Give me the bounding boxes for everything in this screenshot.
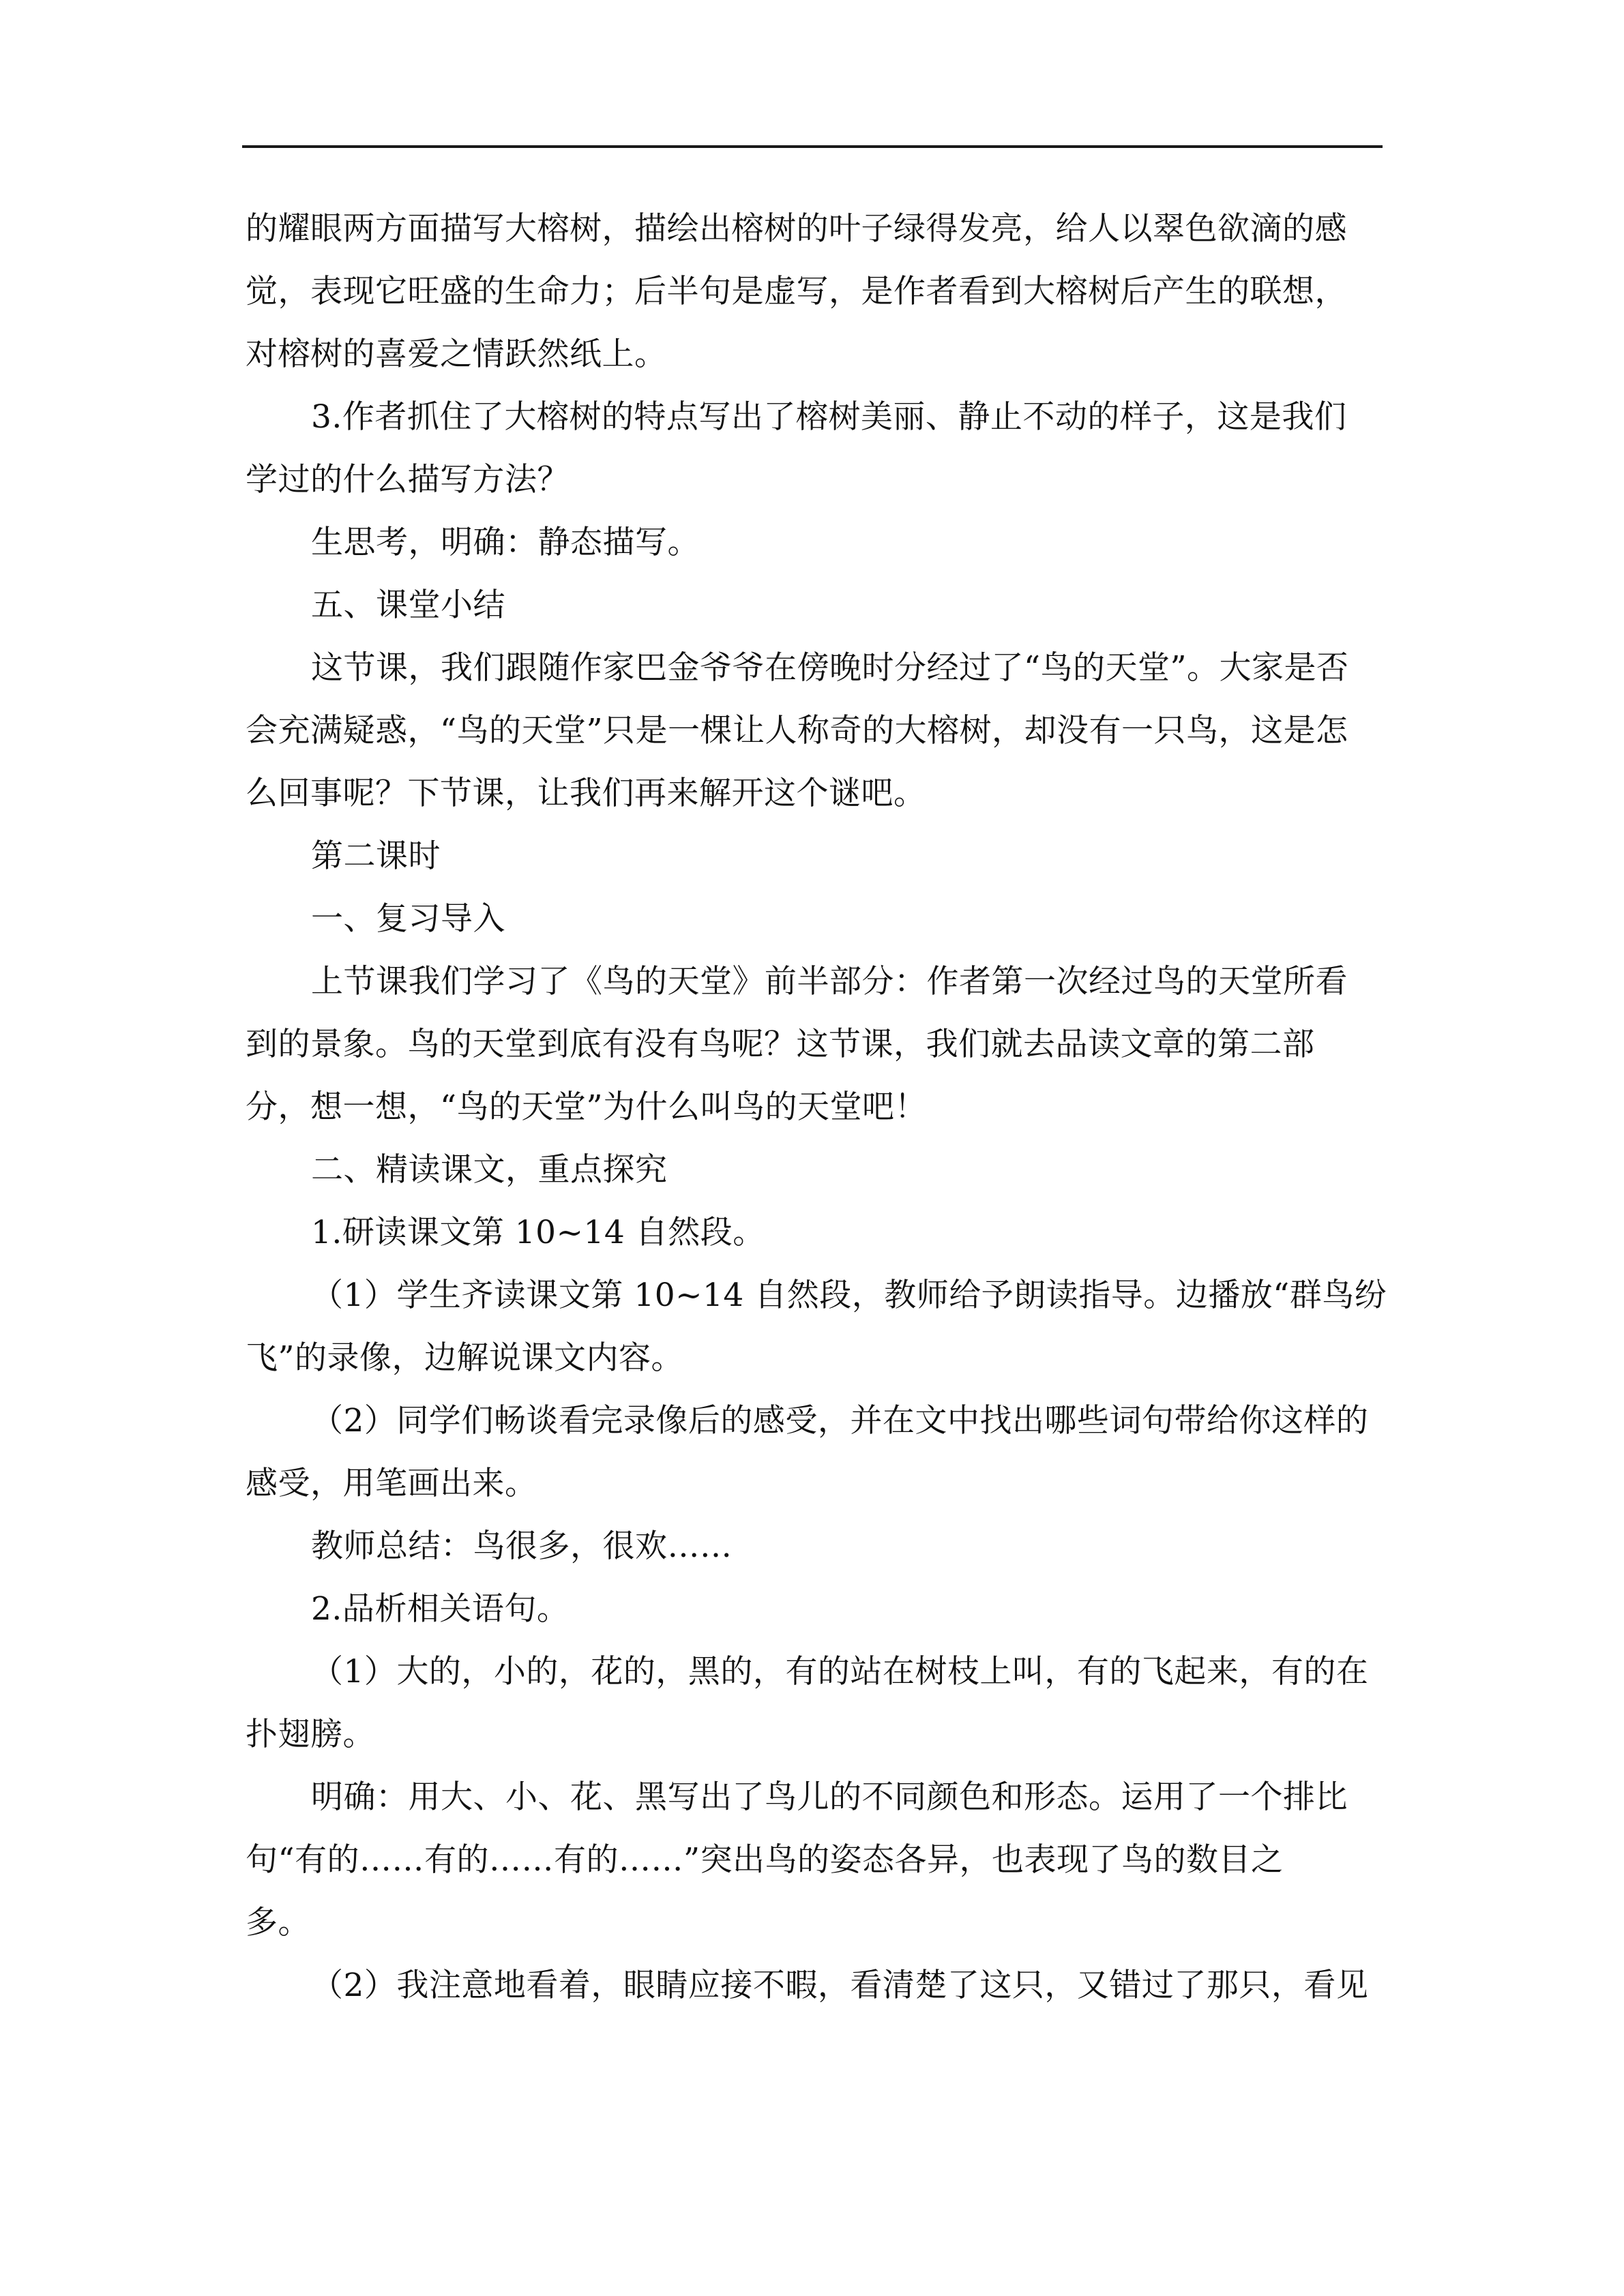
text-line: 会充满疑惑，“鸟的天堂”只是一棵让人称奇的大榕树，却没有一只鸟，这是怎 bbox=[246, 712, 1348, 749]
text-line: （2）同学们畅谈看完录像后的感受，并在文中找出哪些词句带给你这样的 bbox=[311, 1402, 1369, 1440]
text-line: 觉，表现它旺盛的生命力；后半句是虚写，是作者看到大榕树后产生的联想， bbox=[246, 273, 1347, 310]
text-line: 这节课，我们跟随作家巴金爷爷在傍晚时分经过了“鸟的天堂”。大家是否 bbox=[311, 649, 1349, 687]
text-line: 学过的什么描写方法？ bbox=[246, 461, 570, 498]
text-line: 到的景象。鸟的天堂到底有没有鸟呢？这节课，我们就去品读文章的第二部 bbox=[246, 1026, 1315, 1063]
lesson-heading: 第二课时 bbox=[311, 837, 441, 875]
text-line: 2.品析相关语句。 bbox=[311, 1590, 570, 1628]
text-line: 对榕树的喜爱之情跃然纸上。 bbox=[246, 336, 667, 373]
text-line: 1.研读课文第 10~14 自然段。 bbox=[311, 1214, 765, 1251]
text-line: 教师总结：鸟很多，很欢…… bbox=[311, 1527, 733, 1565]
text-line: 句“有的……有的……有的……”突出鸟的姿态各异，也表现了鸟的数目之 bbox=[246, 1841, 1284, 1879]
document-body bbox=[246, 198, 1385, 2017]
text-line: 飞”的录像，边解说课文内容。 bbox=[246, 1339, 684, 1377]
text-line: 3.作者抓住了大榕树的特点写出了榕树美丽、静止不动的样子，这是我们 bbox=[311, 398, 1347, 436]
section-heading: 二、精读课文，重点探究 bbox=[311, 1151, 668, 1189]
text-line: 生思考，明确：静态描写。 bbox=[311, 524, 700, 561]
text-line: 感受，用笔画出来。 bbox=[246, 1465, 537, 1502]
text-line: 明确：用大、小、花、黑写出了鸟儿的不同颜色和形态。运用了一个排比 bbox=[311, 1778, 1348, 1816]
text-line: （1）大的，小的，花的，黑的，有的站在树枝上叫，有的飞起来，有的在 bbox=[311, 1653, 1369, 1690]
text-line: （1）学生齐读课文第 10~14 自然段，教师给予朗读指导。边播放“群鸟纷 bbox=[311, 1277, 1387, 1314]
section-heading: 一、复习导入 bbox=[311, 900, 505, 938]
text-line: 扑翅膀。 bbox=[246, 1716, 375, 1753]
text-line: 么回事呢？下节课，让我们再来解开这个谜吧。 bbox=[246, 775, 926, 812]
text-line: （2）我注意地看着，眼睛应接不暇，看清楚了这只，又错过了那只，看见 bbox=[311, 1967, 1369, 2004]
header-rule bbox=[242, 145, 1383, 148]
text-line: 上节课我们学习了《鸟的天堂》前半部分：作者第一次经过鸟的天堂所看 bbox=[311, 963, 1348, 1000]
text-line: 分，想一想，“鸟的天堂”为什么叫鸟的天堂吧！ bbox=[246, 1088, 928, 1126]
text-line: 的耀眼两方面描写大榕树，描绘出榕树的叶子绿得发亮，给人以翠色欲滴的感 bbox=[246, 210, 1347, 248]
section-heading: 五、课堂小结 bbox=[311, 586, 505, 624]
text-line: 多。 bbox=[246, 1904, 310, 1941]
